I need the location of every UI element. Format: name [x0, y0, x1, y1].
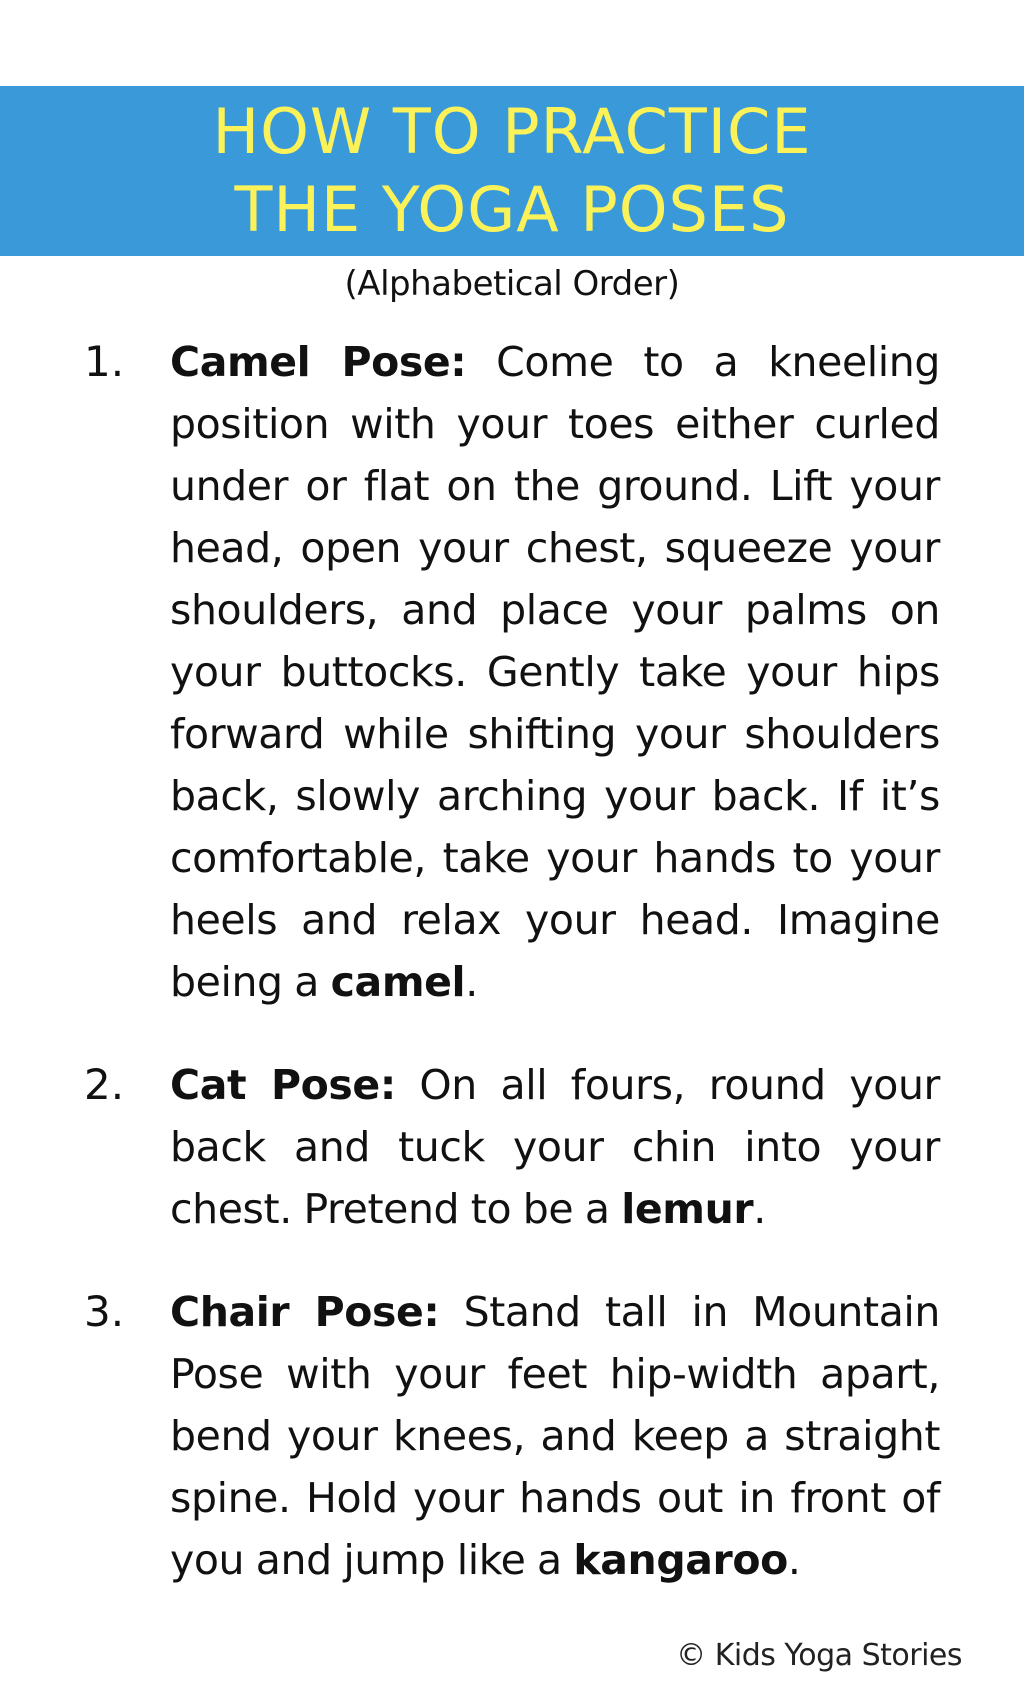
pose-text — [170, 331, 940, 1013]
pose-animal: camel — [330, 958, 466, 1006]
pose-text — [170, 1281, 940, 1591]
pose-end: . — [753, 1185, 766, 1233]
title-line-1: HOW TO PRACTICE — [212, 95, 812, 168]
pose-name: Chair Pose: — [170, 1288, 440, 1336]
pose-name: Camel Pose: — [170, 338, 467, 386]
pose-text — [170, 1054, 940, 1240]
pose-end: . — [465, 958, 478, 1006]
pose-description: Come to a kneeling position with your toes either curled under or flat on the ground. Lift your head, open your chest, squeeze your shoulders, and place your palms on your buttocks. Gently take your hips forward while shifting your shoulders back, slowly arching your back. If it’s comfortable, take your hands to your heels and relax your head. Imagine being a — [170, 338, 940, 1006]
title-banner — [0, 86, 1024, 256]
pose-description: On all fours, round your back and tuck your chin into your chest. Pretend to be a — [170, 1061, 940, 1233]
pose-description: Stand tall in Mountain Pose with your feet hip-width apart, bend your knees, and keep a straight spine. Hold your hands out in front of you and jump like a — [170, 1288, 940, 1584]
copyright-notice: © Kids Yoga Stories — [676, 1638, 962, 1673]
title-line-2: THE YOGA POSES — [234, 173, 790, 246]
pose-animal: kangaroo — [573, 1536, 788, 1584]
pose-number: 2. — [84, 1060, 125, 1109]
pose-number: 1. — [84, 337, 125, 386]
pose-animal: lemur — [621, 1185, 754, 1233]
pose-end: . — [787, 1536, 801, 1584]
pose-name: Cat Pose: — [170, 1061, 396, 1109]
pose-number: 3. — [84, 1287, 125, 1336]
subtitle: (Alphabetical Order) — [344, 264, 680, 304]
